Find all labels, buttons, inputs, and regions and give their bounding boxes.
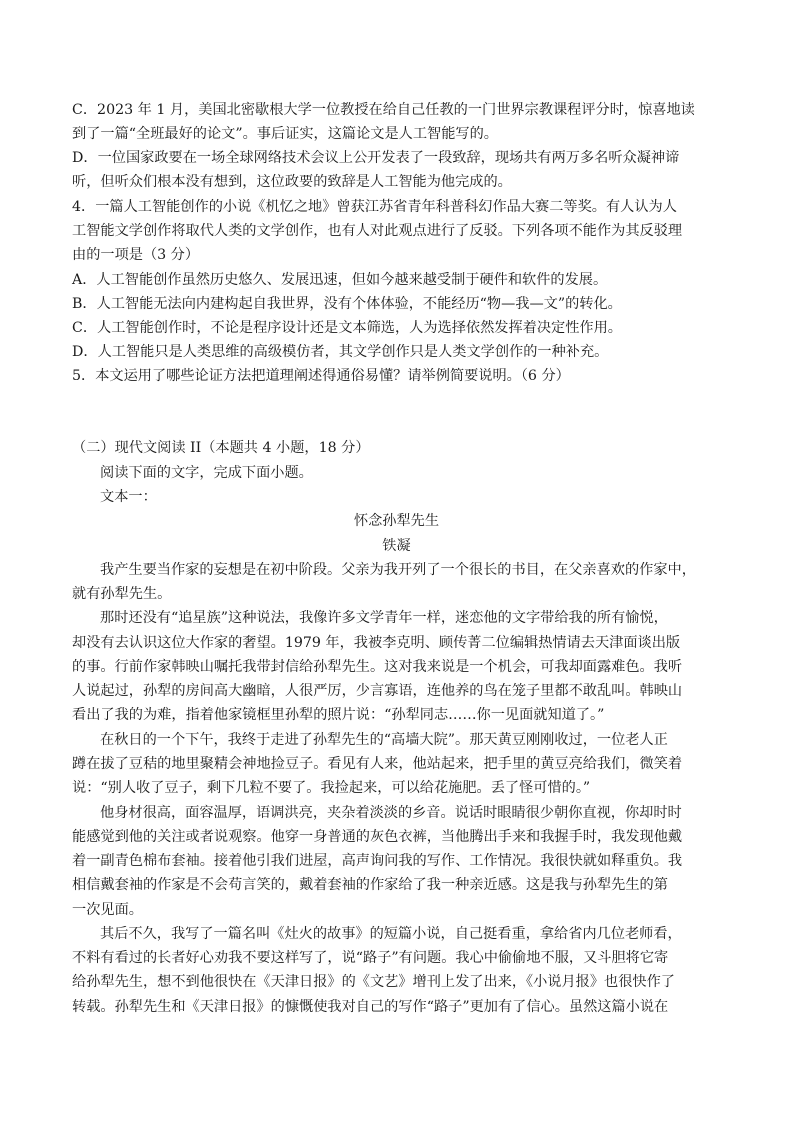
paragraph-2-line-1: 那时还没有“追星族”这种说法，我像许多文学青年一样，迷恋他的文字带给我的所有愉悦， [100, 610, 668, 626]
question-4-option-a: A．人工智能创作虽然历史悠久、发展迅速，但如今越来越受制于硬件和软件的发展。 [72, 272, 608, 288]
paragraph-3-line-2: 蹲在拔了豆秸的地里聚精会神地捡豆子。看见有人来，他站起来，把手里的黄豆亮给我们，微笑着 [72, 756, 683, 772]
question-4-line-2: 工智能文学创作将取代人类的文学创作，也有人对此观点进行了反驳。下列各项不能作为其反驳理 [72, 223, 683, 239]
option-c-line-1: C．2023 年 1 月，美国北密歇根大学一位教授在给自己任教的一门世界宗教课程评分时，惊喜地读 [72, 102, 695, 118]
paragraph-1-line-2: 就有孙犁先生。 [72, 586, 172, 602]
article-author: 铁凝 [382, 538, 411, 554]
paragraph-4-line-2: 能感觉到他的关注或者说观察。他穿一身普通的灰色衣裤，当他腾出手来和我握手时，我发现他戴 [72, 829, 683, 845]
question-5: 5．本文运用了哪些论证方法把道理阐述得通俗易懂？请举例简要说明。（6 分） [72, 368, 570, 384]
paragraph-4-line-3: 着一副青色棉布套袖。接着他引我们进屋，高声询问我的写作、工作情况。我很快就如释重负。我 [72, 853, 683, 869]
question-4-line-3: 由的一项是（3 分） [72, 247, 200, 263]
article-title: 怀念孙犁先生 [353, 513, 440, 529]
question-4-option-b: B．人工智能无法向内建构起自我世界，没有个体体验，不能经历“物—我—文”的转化。 [72, 296, 622, 312]
section-instruction: 阅读下面的文字，完成下面小题。 [100, 465, 313, 481]
text-label: 文本一： [100, 489, 157, 505]
paragraph-2-line-4: 人说起过，孙犁的房间高大幽暗，人很严厉，少言寡语，连他养的鸟在笼子里都不敢乱叫。韩映山 [72, 683, 683, 699]
paragraph-4-line-4: 相信戴套袖的作家是不会苟言笑的，戴着套袖的作家给了我一种亲近感。这是我与孙犁先生的第 [72, 877, 668, 893]
paragraph-5-line-2: 不料有看过的长者好心劝我不要这样写了，说“路子”有问题。我心中偷偷地不服，又斗胆将它寄 [72, 950, 669, 966]
option-d-line-2: 听，但听众们根本没有想到，这位政要的致辞是人工智能为他完成的。 [72, 174, 512, 190]
paragraph-5-line-1: 其后不久，我写了一篇名叫《灶火的故事》的短篇小说，自己挺看重，拿给省内几位老师看， [100, 926, 682, 942]
paragraph-2-line-3: 的事。行前作家韩映山嘱托我带封信给孙犁先生。这对我来说是一个机会，可我却面露难色。我听 [72, 659, 683, 675]
paragraph-1-line-1: 我产生要当作家的妄想是在初中阶段。父亲为我开列了一个很长的书目，在父亲喜欢的作家中， [100, 562, 696, 578]
question-4-line-1: 4．一篇人工智能创作的小说《机忆之地》曾获江苏省青年科普科幻作品大赛二等奖。有人认为人 [72, 199, 677, 215]
question-4-option-c: C．人工智能创作时，不论是程序设计还是文本筛选，人为选择依然发挥着决定性作用。 [72, 320, 622, 336]
paragraph-3-line-3: 说：“别人收了豆子，剩下几粒不要了。我捡起来，可以给花施肥。丢了怪可惜的。” [72, 780, 591, 796]
paragraph-3-line-1: 在秋日的一个下午，我终于走进了孙犁先生的“高墙大院”。那天黄豆刚刚收过，一位老人正 [100, 732, 668, 748]
option-c-line-2: 到了一篇“全班最好的论文”。事后证实，这篇论文是人工智能写的。 [72, 126, 498, 142]
paragraph-4-line-1: 他身材很高，面容温厚，语调洪亮，夹杂着淡淡的乡音。说话时眼睛很少朝你直视，你却时时 [100, 805, 682, 821]
paragraph-5-line-3: 给孙犁先生，想不到他很快在《天津日报》的《文艺》增刊上发了出来，《小说月报》也很快作了 [72, 974, 675, 990]
paragraph-4-line-5: 一次见面。 [72, 902, 143, 918]
paragraph-2-line-5: 看出了我的为难，指着他家镜框里孙犁的照片说：“孙犁同志……你一见面就知道了。” [72, 707, 605, 723]
paragraph-5-line-4: 转载。孙犁先生和《天津日报》的慷慨使我对自己的写作“路子”更加有了信心。虽然这篇小说在 [72, 999, 669, 1015]
question-4-option-d: D．人工智能只是人类思维的高级模仿者，其文学创作只是人类文学创作的一种补充。 [72, 344, 609, 360]
option-d-line-1: D．一位国家政要在一场全球网络技术会议上公开发表了一段致辞，现场共有两万多名听众凝神谛 [72, 150, 680, 166]
section-heading: （二）现代文阅读 II（本题共 4 小题，18 分） [72, 440, 370, 456]
paragraph-2-line-2: 却没有去认识这位大作家的奢望。1979 年，我被李克明、顾传菁二位编辑热情请去天津面谈出版 [72, 635, 681, 651]
